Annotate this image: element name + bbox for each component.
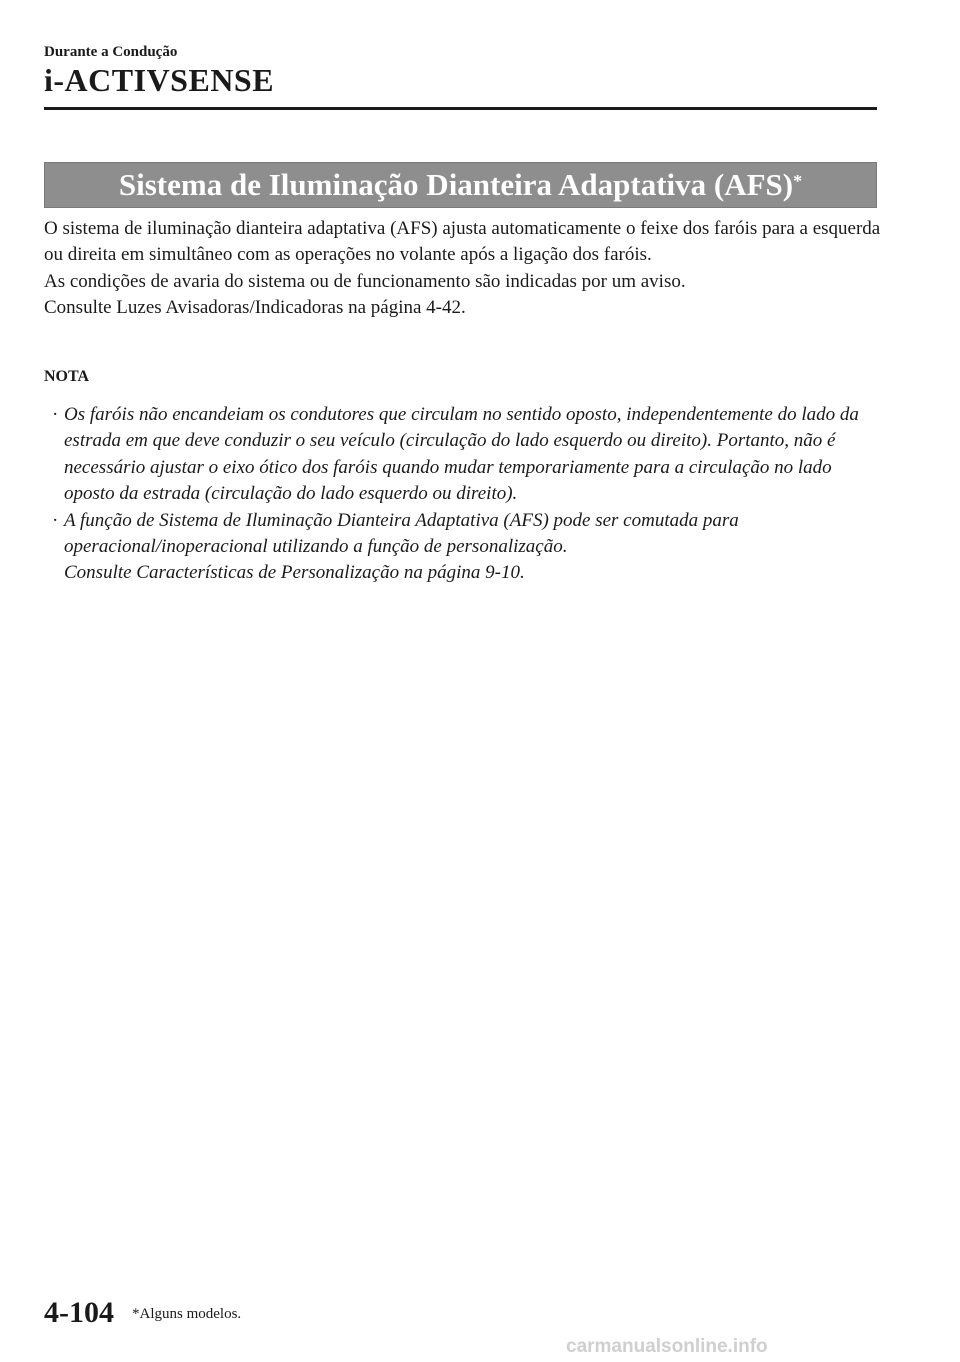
note-text: Os faróis não encandeiam os condutores que circulam no sentido oposto, independentemente do lado da estrada em que deve conduzir o seu veículo (circulação do lado esquerdo ou direito). Portanto, não é necessário ajustar o eixo ótico dos faróis quando mudar temporariamente para a circulação no lado oposto da estrada (circulação do lado esquerdo ou direito). [64,404,859,505]
note-item [44,402,884,508]
intro-paragraph [44,216,884,322]
note-text: A função de Sistema de Iluminação Dianteira Adaptativa (AFS) pode ser comutada para operacional/inoperacional utilizando a função de personalização. [64,509,739,558]
intro-line-1: O sistema de iluminação dianteira adaptativa (AFS) ajusta automaticamente o feixe dos faróis para a esquerda ou direita em simultâneo com as operações no volante após a ligação dos faróis. [44,218,881,266]
note-reference: Consulte Características de Personalização na página 9-10. [64,562,525,584]
watermark: carmanualsonline.info [566,1336,768,1357]
note-label: NOTA [44,368,90,385]
page-number: 4-104 [44,1296,114,1329]
section-title: i-ACTIVSENSE [44,62,275,98]
note-list [44,402,884,587]
bullet-dot: · [52,404,59,425]
chapter-title: Durante a Condução [44,44,178,60]
header-divider [44,107,877,110]
topic-title: Sistema de Iluminação Dianteira Adaptativa (AFS) [118,167,794,202]
topic-asterisk: * [793,170,803,191]
footnote: *Alguns modelos. [132,1306,242,1322]
topic-banner [44,162,877,208]
intro-line-2: As condições de avaria do sistema ou de funcionamento são indicadas por um aviso. [44,270,686,292]
note-item [44,508,884,587]
bullet-dot: · [52,509,59,531]
intro-line-3: Consulte Luzes Avisadoras/Indicadoras na página 4-42. [44,297,466,319]
